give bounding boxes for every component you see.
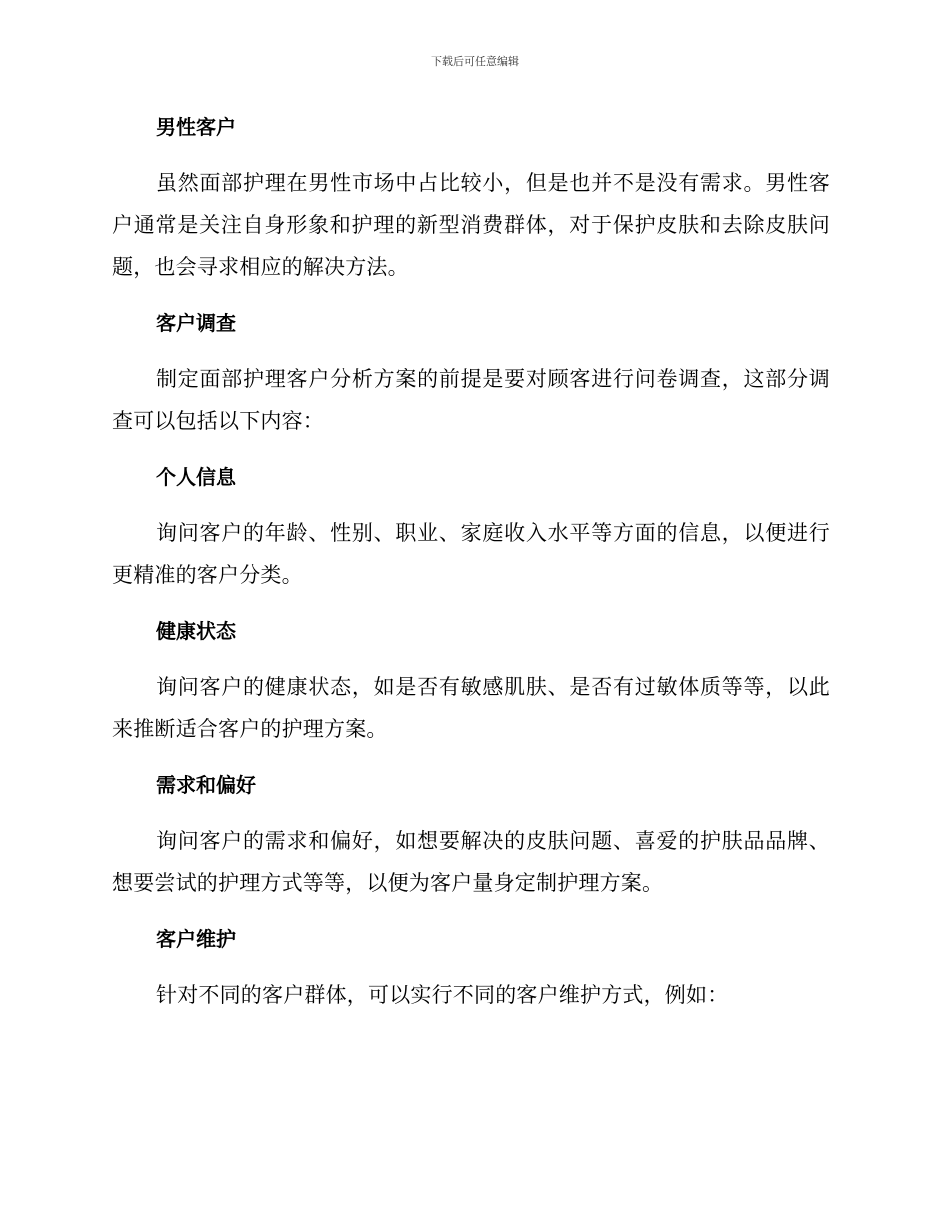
section-heading-personal-info: 个人信息 <box>156 465 236 489</box>
section-paragraph-health-status: 询问客户的健康状态，如是否有敏感肌肤、是否有过敏体质等等，以此来推断适合客户的护理方案。 <box>112 675 830 741</box>
section-paragraph-customer-survey: 制定面部护理客户分析方案的前提是要对顾客进行问卷调查，这部分调查可以包括以下内容： <box>112 367 830 433</box>
section-paragraph-needs-preferences: 询问客户的需求和偏好，如想要解决的皮肤问题、喜爱的护肤品品牌、想要尝试的护理方式等等，以便为客户量身定制护理方案。 <box>112 829 830 895</box>
section-heading-needs-preferences: 需求和偏好 <box>156 773 256 797</box>
section-paragraph-personal-info: 询问客户的年龄、性别、职业、家庭收入水平等方面的信息，以便进行更精准的客户分类。 <box>112 521 830 587</box>
section-heading-customer-maintenance: 客户维护 <box>156 927 236 951</box>
page-header: 下载后可任意编辑 <box>431 55 519 68</box>
section-paragraph-male-customers: 虽然面部护理在男性市场中占比较小，但是也并不是没有需求。男性客户通常是关注自身形象和护理的新型消费群体，对于保护皮肤和去除皮肤问题，也会寻求相应的解决方法。 <box>112 171 830 279</box>
section-heading-customer-survey: 客户调查 <box>156 311 236 335</box>
document-body <box>112 108 830 1032</box>
section-paragraph-customer-maintenance: 针对不同的客户群体，可以实行不同的客户维护方式，例如： <box>156 983 729 1007</box>
section-heading-health-status: 健康状态 <box>156 619 236 643</box>
section-heading-male-customers: 男性客户 <box>156 115 236 139</box>
